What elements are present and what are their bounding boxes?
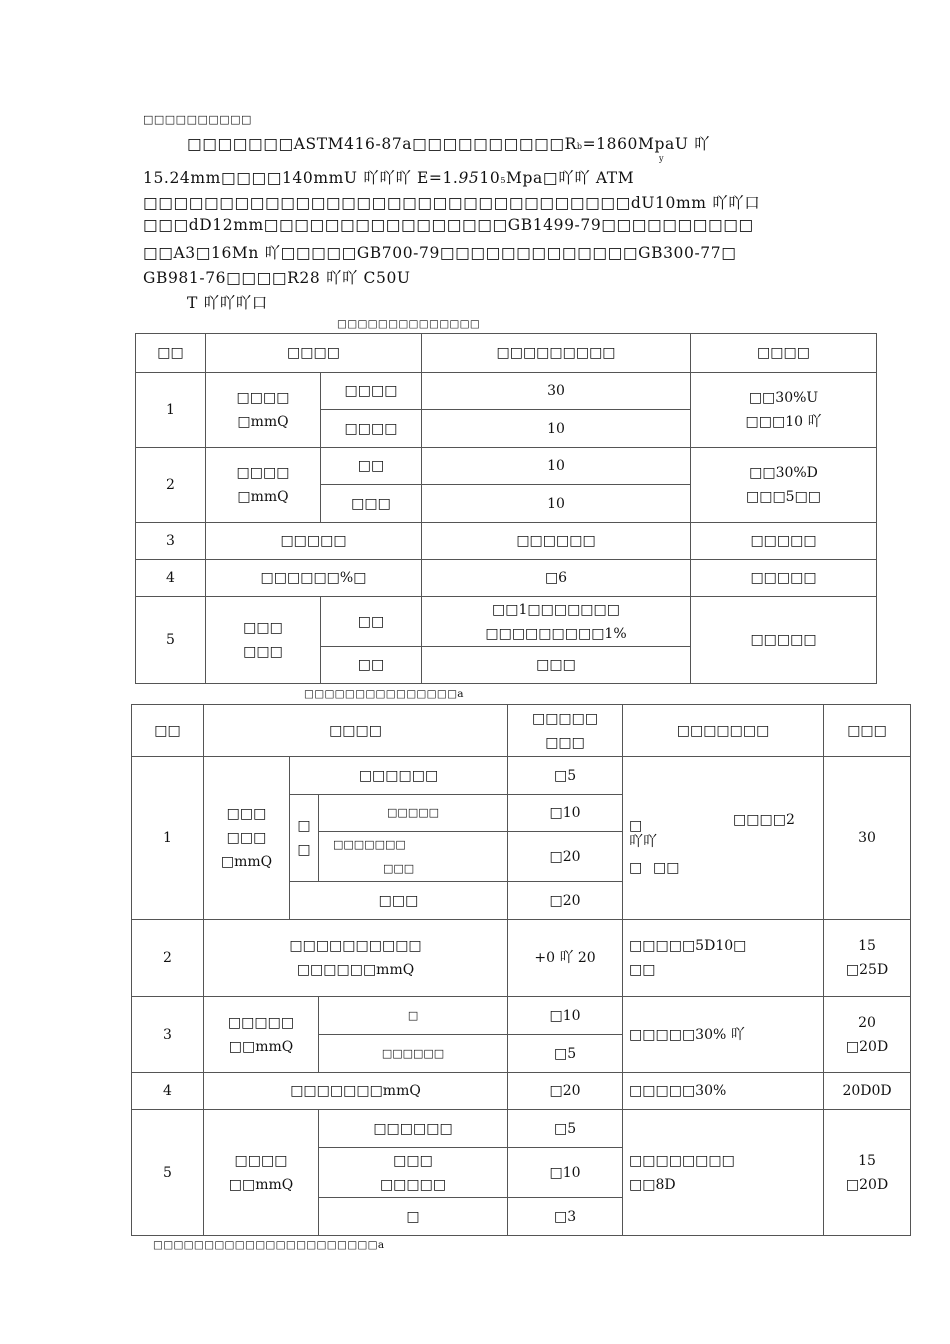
- sub-item-cell: □□□□: [321, 410, 422, 448]
- tolerance-cell: □10: [508, 1148, 623, 1198]
- table-1-caption: □□□□□□□□□□□□□□: [337, 318, 481, 330]
- tolerance-cell: □3: [508, 1198, 623, 1236]
- paragraph-line-2: [143, 166, 634, 188]
- table-row: [136, 560, 877, 597]
- tolerance-cell: □5: [508, 1110, 623, 1148]
- item-cell: □□□ □□□: [206, 597, 321, 684]
- sub-item-cell: □□: [321, 448, 422, 485]
- tolerance-cell: □20: [508, 882, 623, 920]
- method-cell: □□□□□□□□ □□8D: [623, 1110, 824, 1236]
- header-cell: □□□□: [204, 705, 508, 757]
- table-row: [136, 448, 877, 485]
- table-row: [132, 1110, 911, 1148]
- value-cell: 30: [422, 373, 691, 410]
- table-2-header-row: [132, 705, 911, 757]
- item-cell: □□□□ □mmQ: [206, 448, 321, 523]
- row-number: 5: [136, 597, 206, 684]
- item-cell: □□□ □□□ □mmQ: [204, 757, 290, 920]
- sub-item-cell: □□: [321, 597, 422, 647]
- paragraph-line-6: GB981-76□□□□R28 吖吖 C50U: [143, 269, 411, 287]
- row-number: 4: [132, 1073, 204, 1110]
- header-cell: □□□□□ □□□: [508, 705, 623, 757]
- line-1-tail: =1860MpaU 吖: [582, 135, 711, 153]
- line-2-italic: 95: [458, 169, 480, 187]
- header-cell: □□□□: [691, 334, 877, 373]
- method-cell: □□□□□5D10□ □□: [623, 920, 824, 997]
- tolerance-cell: □5: [508, 1035, 623, 1073]
- frequency-cell: 15 □20D: [824, 1110, 911, 1236]
- side-label-cell: □ □: [290, 795, 319, 882]
- method-cell: □□30%U □□□10 吖: [691, 373, 877, 448]
- line-2-rest: Mpa□吖吖 ATM: [506, 169, 635, 187]
- line-1-text: □□□□□□□ASTM416-87a□□□□□□□□□□R: [187, 135, 577, 153]
- value-cell: 10: [422, 485, 691, 523]
- paragraph-line-5: □□A3□16Mn 吖□□□□□GB700-79□□□□□□□□□□□□□GB300-77□: [143, 244, 737, 262]
- row-number: 1: [136, 373, 206, 448]
- row-number: 1: [132, 757, 204, 920]
- sub-item-cell: □: [319, 1198, 508, 1236]
- row-number: 3: [136, 523, 206, 560]
- frequency-cell: 20D0D: [824, 1073, 911, 1110]
- value-cell: 10: [422, 410, 691, 448]
- header-cell: □□□: [824, 705, 911, 757]
- sub-item-cell: □□□□□: [319, 795, 508, 832]
- value-cell: 10: [422, 448, 691, 485]
- sub-item-cell: □□□□□□: [290, 757, 508, 795]
- table-row: [132, 1073, 911, 1110]
- method-cell: □□□□□: [691, 523, 877, 560]
- sub-item-cell: □□□: [321, 485, 422, 523]
- row-number: 2: [136, 448, 206, 523]
- paragraph-line-4: □□□dD12mm□□□□□□□□□□□□□□□□GB1499-79□□□□□□□□□□: [143, 216, 754, 234]
- table-row: [132, 920, 911, 997]
- table-1: [135, 333, 877, 684]
- sub-item-cell: □□□: [290, 882, 508, 920]
- item-cell: □□□□□□%□: [206, 560, 422, 597]
- table-row: [136, 373, 877, 410]
- table-row: [132, 997, 911, 1035]
- tolerance-cell: +0 吖 20: [508, 920, 623, 997]
- table-row: [132, 757, 911, 795]
- sub-item-cell: □□□□: [321, 373, 422, 410]
- sub-item-cell: □□□□□□□ □□□: [319, 832, 508, 882]
- item-cell: □□□□□□□□□□ □□□□□□mmQ: [204, 920, 508, 997]
- method-cell: □□□□□: [691, 597, 877, 684]
- header-cell: □□□□□□□□□: [422, 334, 691, 373]
- method-cell: □□□□□: [691, 560, 877, 597]
- line-1-y-subscript: y: [659, 154, 664, 163]
- line-2-subscript: 5: [500, 176, 507, 185]
- paragraph-line-1: [187, 132, 710, 154]
- row-number: 5: [132, 1110, 204, 1236]
- tolerance-cell: □20: [508, 1073, 623, 1110]
- frequency-cell: 30: [824, 757, 911, 920]
- sub-item-cell: □□□□□□: [319, 1035, 508, 1073]
- footnote: □□□□□□□□□□□□□□□□□□□□□□a: [153, 1239, 385, 1251]
- item-cell: □□□□ □mmQ: [206, 373, 321, 448]
- method-cell: □□□□□30%: [623, 1073, 824, 1110]
- line-2-tail: 10: [479, 169, 501, 187]
- table-row: [136, 523, 877, 560]
- header-cell: □□: [132, 705, 204, 757]
- table-1-header-row: [136, 334, 877, 373]
- header-cell: □□□□□□□: [623, 705, 824, 757]
- tolerance-cell: □10: [508, 795, 623, 832]
- method-cell: □□30%D □□□5□□: [691, 448, 877, 523]
- section-heading: □□□□□□□□□□: [143, 113, 252, 126]
- frequency-cell: 20 □20D: [824, 997, 911, 1073]
- item-cell: □□□□ □□mmQ: [204, 1110, 319, 1236]
- sub-item-cell: □□□□□□: [319, 1110, 508, 1148]
- paragraph-line-7: T 吖吖吖口: [187, 294, 268, 312]
- sub-item-cell: □□: [321, 647, 422, 684]
- header-cell: □□□□: [206, 334, 422, 373]
- method-cell: □□□□□30% 吖: [623, 997, 824, 1073]
- paragraph-line-3: □□□□□□□□□□□□□□□□□□□□□□□□□□□□□□□□dU10mm 吖吖口: [143, 194, 761, 212]
- table-row: [136, 597, 877, 647]
- sub-item-cell: □□□ □□□□□: [319, 1148, 508, 1198]
- row-number: 3: [132, 997, 204, 1073]
- table-2: [131, 704, 911, 1236]
- row-number: 4: [136, 560, 206, 597]
- line-1-subscript: b: [576, 142, 583, 151]
- frequency-cell: 15 □25D: [824, 920, 911, 997]
- tolerance-cell: □20: [508, 832, 623, 882]
- table-2-caption: □□□□□□□□□□□□□□□a: [304, 688, 464, 700]
- line-2-text: 15.24mm□□□□140mmU 吖吖吖 E=1.: [143, 169, 459, 187]
- item-cell: □□□□□: [206, 523, 422, 560]
- header-cell: □□: [136, 334, 206, 373]
- tolerance-cell: □5: [508, 757, 623, 795]
- row-number: 2: [132, 920, 204, 997]
- value-cell: □□1□□□□□□□ □□□□□□□□□1%: [422, 597, 691, 647]
- item-cell: □□□□□ □□mmQ: [204, 997, 319, 1073]
- item-cell: □□□□□□□mmQ: [204, 1073, 508, 1110]
- method-cell: □ □□□□2 吖吖 □ □□: [623, 757, 824, 920]
- value-cell: □6: [422, 560, 691, 597]
- tolerance-cell: □10: [508, 997, 623, 1035]
- value-cell: □□□□□□: [422, 523, 691, 560]
- sub-item-cell: □: [319, 997, 508, 1035]
- value-cell: □□□: [422, 647, 691, 684]
